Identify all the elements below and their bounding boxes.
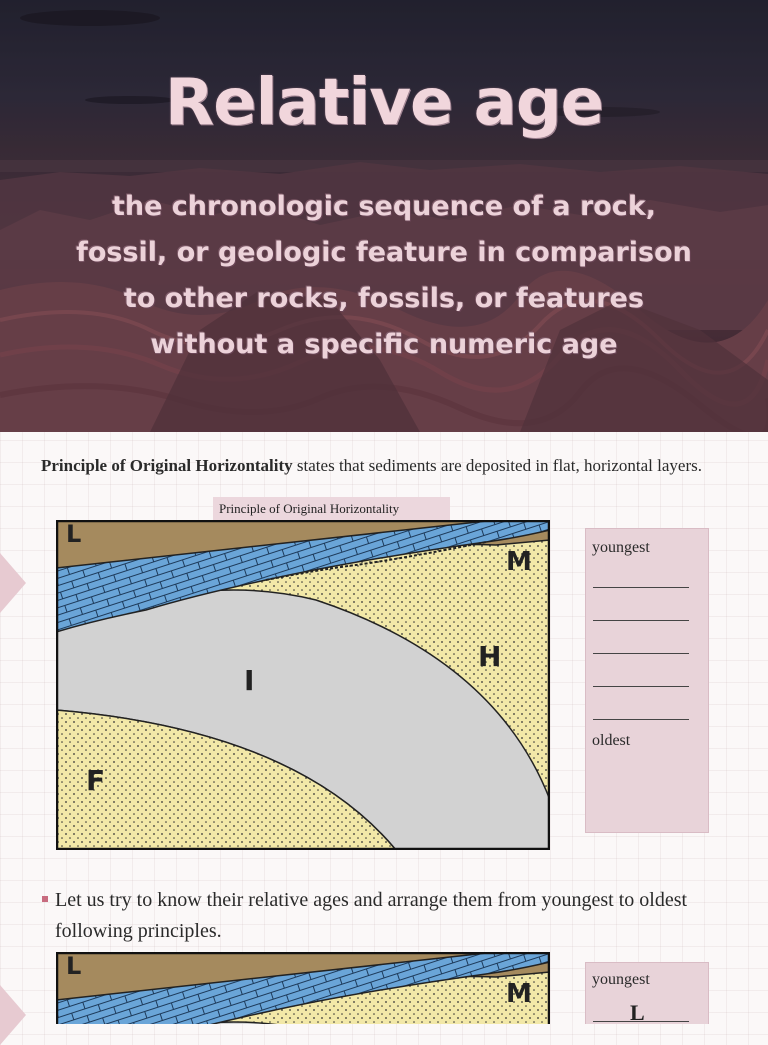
side-arrow-icon xyxy=(0,553,26,613)
layer-label: H xyxy=(478,640,502,673)
layer-label: M xyxy=(506,979,532,1009)
answer-blank[interactable] xyxy=(593,620,689,621)
youngest-label: youngest xyxy=(592,971,650,988)
answer-blank[interactable] xyxy=(593,719,689,720)
answer-blank[interactable] xyxy=(593,653,689,654)
answer-panel xyxy=(585,528,709,833)
answer-blank[interactable] xyxy=(593,686,689,687)
subtitle-line: to other rocks, fossils, or features xyxy=(123,283,645,314)
subtitle-line: fossil, or geologic feature in comparison xyxy=(76,237,692,268)
figure-caption: Principle of Original Horizontality xyxy=(213,497,450,521)
oldest-label: oldest xyxy=(592,732,631,749)
answer-letter: L xyxy=(630,1000,645,1025)
side-arrow-icon xyxy=(0,985,26,1045)
layer-label: L xyxy=(66,952,82,980)
principle-term: Principle of Original Horizontality xyxy=(41,456,293,475)
geologic-cross-section xyxy=(56,952,550,1024)
instruction-text: Let us try to know their relative ages and arrange them from youngest to oldest following principles. xyxy=(55,889,688,942)
answer-panel xyxy=(585,962,709,1024)
layer-label: M xyxy=(506,547,532,577)
subtitle-line: the chronologic sequence of a rock, xyxy=(111,191,657,222)
youngest-label: youngest xyxy=(592,539,650,556)
bullet-icon xyxy=(42,896,48,902)
layer-label: L xyxy=(66,520,82,548)
title-banner xyxy=(0,0,768,432)
layer-label: I xyxy=(244,664,255,697)
answer-blank[interactable] xyxy=(593,587,689,588)
principle-definition: states that sediments are deposited in flat, horizontal layers. xyxy=(292,456,702,475)
intro-paragraph xyxy=(41,453,741,479)
banner-title: Relative age xyxy=(164,66,604,140)
geologic-cross-section xyxy=(56,520,550,850)
subtitle-line: without a specific numeric age xyxy=(150,329,618,360)
banner-subtitle xyxy=(60,184,708,368)
layer-label: F xyxy=(86,764,106,797)
